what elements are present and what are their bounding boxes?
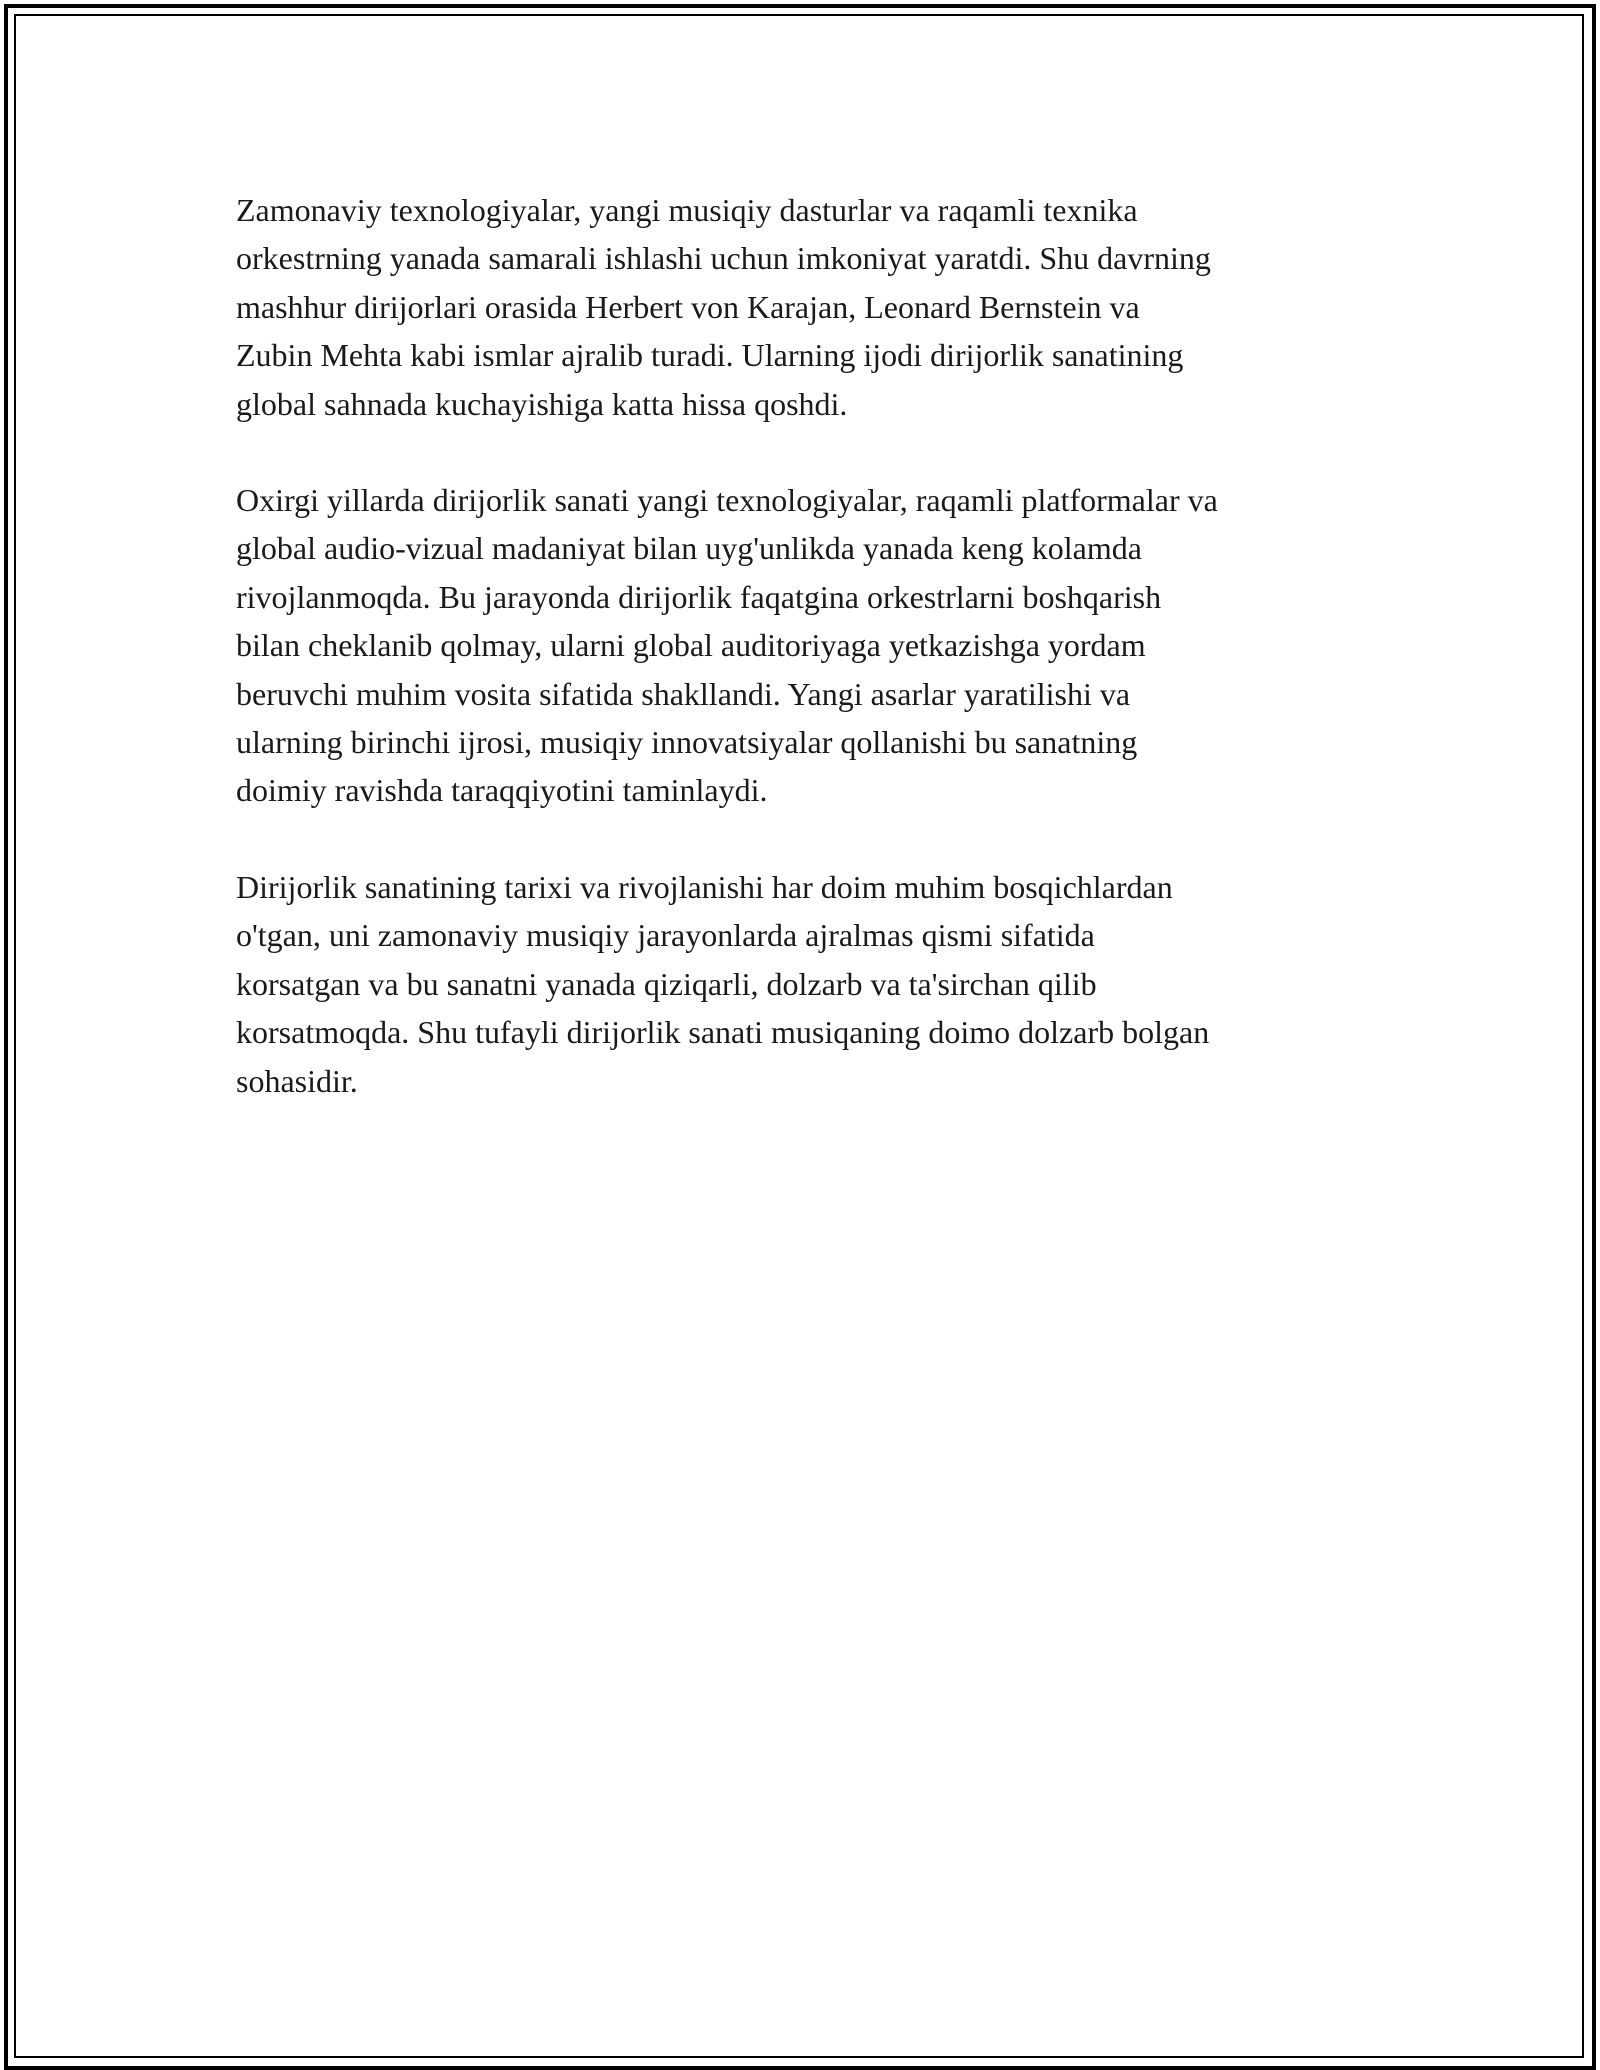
paragraph-2: Oxirgi yillarda dirijorlik sanati yangi texnologiyalar, raqamli platformalar va global audio-vizual madaniyat bilan uyg'unlikda yanada keng kolamda rivojlanmoqda. Bu jarayonda dirijorlik faqatgina orkestrlarni boshqarish bilan cheklanib qolmay, ularni global auditoriyaga yetkazishga yordam beruvchi muhim vosita sifatida shakllandi. Yangi asarlar yaratilishi va ularning birinchi ijrosi, musiqiy innovatsiyalar qollanishi bu sanatning doimiy ravishda taraqqiyotini taminlaydi. (236, 482, 1218, 809)
document-body (236, 186, 1366, 1153)
paragraph-1: Zamonaviy texnologiyalar, yangi musiqiy dasturlar va raqamli texnika orkestrning yanada samarali ishlashi uchun imkoniyat yaratdi. Shu davrning mashhur dirijorlari orasida Herbert von Karajan, Leonard Bernstein va Zubin Mehta kabi ismlar ajralib turadi. Ularning ijodi dirijorlik sanatining global sahnada kuchayishiga katta hissa qoshdi. (236, 192, 1211, 422)
paragraph-3: Dirijorlik sanatining tarixi va rivojlanishi har doim muhim bosqichlardan o'tgan, uni zamonaviy musiqiy jarayonlarda ajralmas qismi sifatida korsatgan va bu sanatni yanada qiziqarli, dolzarb va ta'sirchan qilib korsatmoqda. Shu tufayli dirijorlik sanati musiqaning doimo dolzarb bolgan sohasidir. (236, 868, 1210, 1099)
